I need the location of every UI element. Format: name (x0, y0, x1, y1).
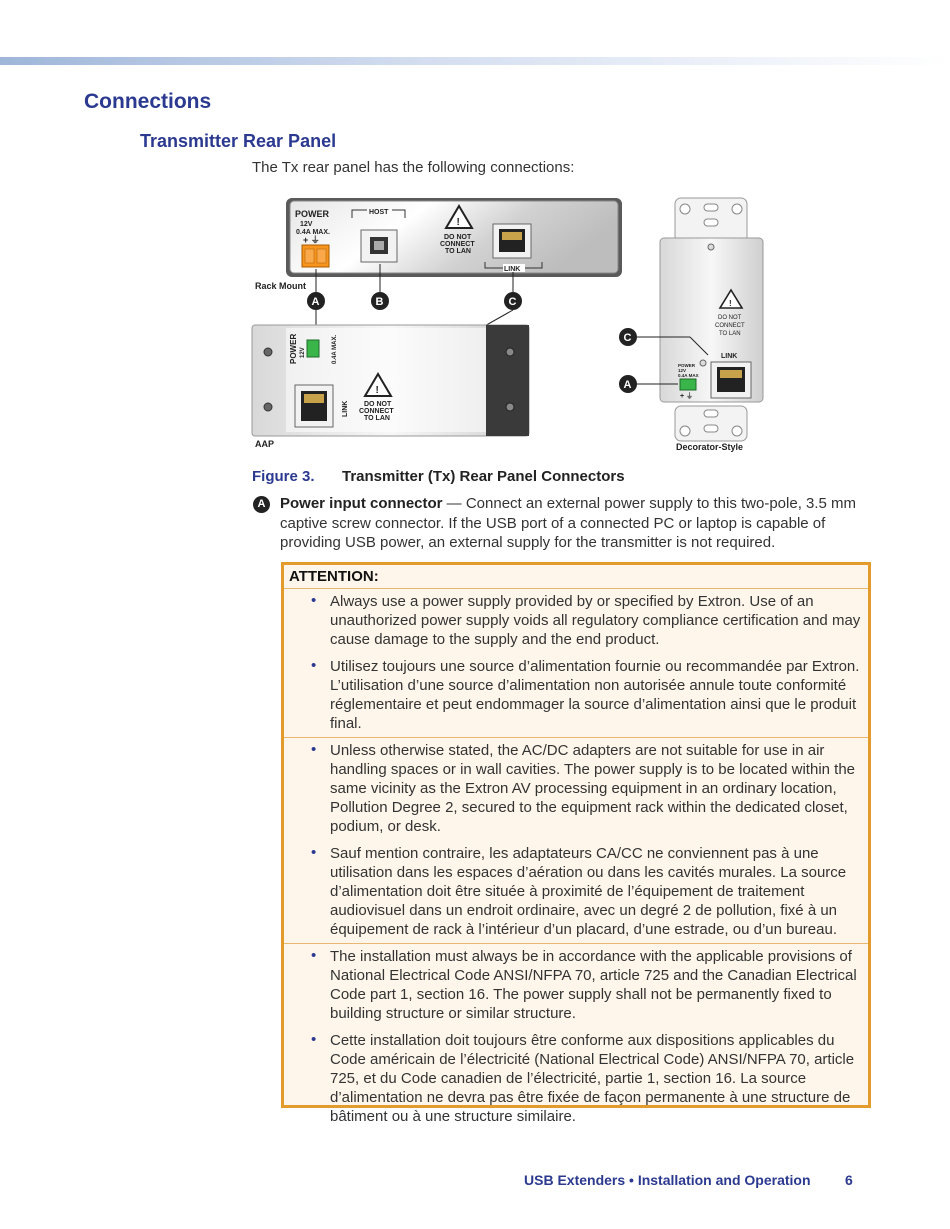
bullet-icon: • (311, 1031, 317, 1048)
rack-warning-3: TO LAN (445, 248, 471, 255)
rack-mount-label: Rack Mount (255, 281, 307, 291)
page-number: 6 (845, 1172, 853, 1188)
rack-warning-1: DO NOT (444, 234, 472, 241)
decorator-panel (660, 198, 763, 441)
deco-power-1: POWER (678, 363, 696, 368)
aap-warning-3: TO LAN (364, 415, 390, 422)
callout-c (504, 292, 522, 310)
subsection-heading: Transmitter Rear Panel (140, 131, 337, 151)
attention-item: • Unless otherwise stated, the AC/DC adapters are not suitable for use in air handling spaces or in wall cavities. The power supply is to be located within the same vicinity as the Extron AV processing equipment in an ordinary location, Pollution Degree 2, secured to the equipment rack within the dedicated closet, podium, or desk. (311, 741, 856, 835)
rack-warning-2: CONNECT (440, 241, 475, 248)
rack-power-spec-2: 0.4A MAX. (296, 229, 330, 236)
callout-a (307, 292, 325, 310)
attention-box (281, 562, 871, 1125)
power-item-badge: A (253, 496, 270, 513)
power-item-term: Power input connector (280, 495, 443, 512)
rack-link-label: LINK (504, 266, 521, 273)
aap-power-spec: 12V (300, 347, 306, 358)
rack-power-label: POWER (295, 209, 330, 219)
deco-warning-2: CONNECT (715, 323, 745, 329)
deco-warning-1: DO NOT (718, 315, 742, 321)
aap-warning-1: DO NOT (364, 401, 392, 408)
deco-callout-c (619, 328, 637, 346)
header-accent-bar (0, 57, 950, 65)
svg-text:+ ⏚: + ⏚ (680, 393, 694, 400)
rear-panel-figure (250, 192, 780, 460)
attention-item: • The installation must always be in accordance with the applicable provisions of National Electrical Code ANSI/NFPA 70, article 725 and the Canadian Electrical Code part 1, section 16. The power supply shall not be permanently fixed to building structure or similar structure. (311, 947, 857, 1022)
aap-link-label: LINK (342, 400, 349, 417)
svg-text:C: C (623, 332, 632, 344)
rack-power-spec-1: 12V (300, 221, 313, 228)
svg-text:A: A (623, 379, 632, 391)
footer-title: USB Extenders • Installation and Operation (524, 1172, 811, 1188)
power-item-text (280, 494, 870, 553)
bullet-icon: • (311, 741, 317, 758)
rack-host-label: HOST (369, 209, 389, 216)
deco-link-label: LINK (721, 353, 738, 360)
attention-title: ATTENTION: (284, 565, 868, 589)
aap-power-connector (307, 340, 319, 357)
attention-item: • Utilisez toujours une source d’alimentation fournie ou recommandée par Extron. L’utilisation d’une source d’alimentation non autorisée annule toute conformité réglementaire et peut endommager la source d’alimentation ainsi que le produit final. (311, 657, 860, 732)
attention-group-1 (284, 589, 868, 738)
attention-group-2 (284, 738, 868, 944)
svg-text:B: B (375, 296, 384, 308)
bullet-icon: • (311, 844, 317, 861)
rack-power-polarity: + ⏚ (303, 235, 320, 245)
figure-number: Figure 3. (252, 468, 315, 485)
attention-item: • Cette installation doit toujours être conforme aux dispositions applicables du Code américain de l’électricité (National Electrical Code) ANSI/NFPA 70, article 725, et du Code canadien de l’électricité, partie 1, section 16. La source d’alimentation ne devra pas être fixée de façon permanente à une structure de bâtiment ou à une structure similaire. (311, 1031, 855, 1125)
section-heading: Connections (84, 90, 212, 113)
aap-power-spec-2: 0.4A MAX. (332, 334, 338, 364)
deco-callout-a (619, 375, 637, 393)
svg-text:!: ! (375, 385, 379, 396)
callout-b (371, 292, 389, 310)
decorator-label: Decorator-Style (676, 442, 744, 452)
aap-warning-2: CONNECT (359, 408, 394, 415)
figure-title: Transmitter (Tx) Rear Panel Connectors (342, 468, 625, 485)
deco-power-3: 0.4A MAX (678, 373, 699, 378)
bullet-icon: • (311, 592, 317, 609)
attention-item: • Sauf mention contraire, les adaptateurs CA/CC ne conviennent pas à une utilisation dans les espaces d’aération ou dans les cavités murales. La source d’alimentation doit être située à proximité de l’équipement de traitement audiovisuel dans un endroit ordinaire, avec un degré 2 de pollution, fixé à un équipement de rack à l’intérieur d’un placard, d’une estrade, ou d’un bureau. (311, 844, 847, 938)
deco-warning-3: TO LAN (719, 331, 741, 337)
figure-caption (252, 468, 625, 485)
svg-text:C: C (508, 296, 517, 308)
svg-text:!: ! (456, 217, 460, 228)
rack-mount-panel (286, 198, 622, 277)
svg-text:!: ! (729, 299, 732, 308)
bullet-icon: • (311, 947, 317, 964)
svg-text:A: A (311, 296, 320, 308)
intro-text: The Tx rear panel has the following connections: (252, 159, 575, 176)
aap-panel (252, 325, 529, 436)
attention-group-3 (284, 944, 868, 1130)
deco-power-2: 12V (678, 368, 687, 373)
attention-item: • Always use a power supply provided by or specified by Extron. Use of an unauthorized power supply voids all regulatory compliance certification and may cause damage to the supply and the end product. (311, 592, 861, 648)
power-item-description: — Connect an external power supply to this two-pole, 3.5 mm captive screw connector. If the USB port of a connected PC or laptop is capable of providing USB power, an external supply for the transmitter is not required. (280, 495, 857, 551)
bullet-icon: • (311, 657, 317, 674)
aap-label: AAP (255, 439, 275, 449)
aap-power-label: POWER (289, 333, 298, 364)
deco-power-connector (680, 379, 696, 390)
